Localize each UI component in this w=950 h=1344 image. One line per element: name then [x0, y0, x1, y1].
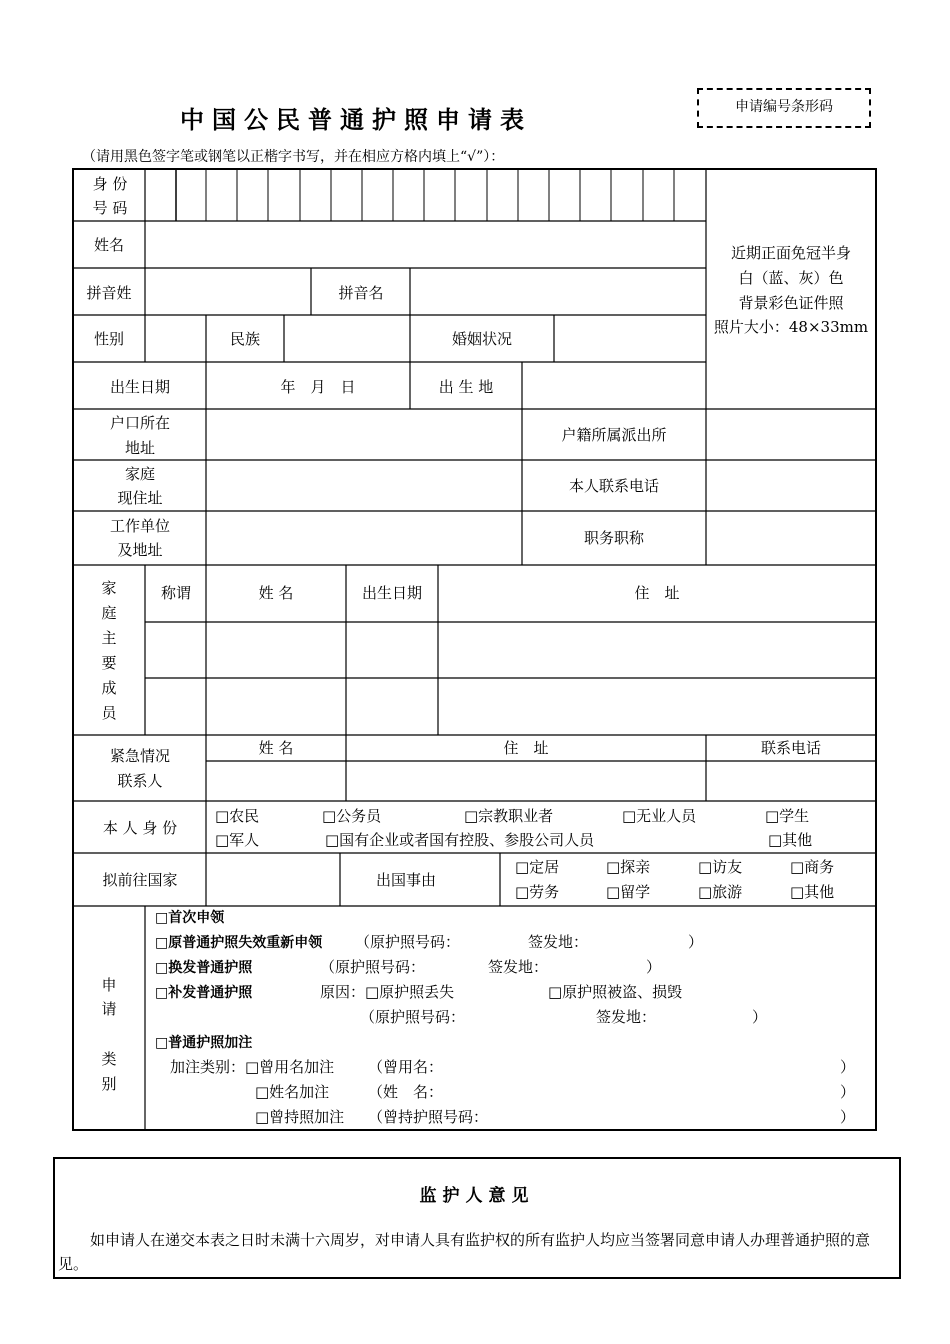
id-number-label-2: 号 码 [92, 199, 128, 217]
reason-option-family[interactable]: □探亲 [606, 858, 651, 876]
reissue-reason-lost[interactable]: 原因：□原护照丢失 [320, 983, 455, 1001]
apply-reissue[interactable]: □补发普通护照 [155, 985, 253, 1001]
reissue-passport-number: （原护照号码： [360, 1008, 466, 1026]
job-title-label: 职务职称 [583, 529, 645, 547]
destination-country-label: 拟前往国家 [102, 871, 178, 889]
apply-renew[interactable]: □换发普通护照 [155, 960, 253, 976]
endorse-prev-option[interactable]: □曾持照加注 [255, 1108, 345, 1126]
travel-reason-label: 出国事由 [375, 871, 437, 889]
form-title: 中国公民普通护照申请表 [180, 106, 532, 134]
endorse-close-3: ） [840, 1108, 856, 1126]
identity-label: 本 人 身 份 [102, 819, 178, 837]
marital-status-label: 婚姻状况 [451, 330, 513, 348]
photo-instruction-1: 近期正面免冠半身 [730, 244, 852, 262]
apply-reapply[interactable]: □原普通护照失效重新申领 [155, 935, 323, 951]
identity-option-religious[interactable]: □宗教职业者 [464, 807, 554, 825]
pinyin-given-label: 拼音名 [338, 284, 384, 302]
apply-first-time[interactable]: □首次申领 [155, 910, 225, 926]
guardian-text: 如申请人在递交本表之日时未满十六周岁，对申请人具有监护权的所有监护人均应当签署同意申请人办理普通护照的意见。 [58, 1231, 871, 1273]
pinyin-surname-label: 拼音姓 [86, 284, 132, 302]
photo-instruction-4: 照片大小：48×33mm [713, 318, 869, 336]
police-station-label: 户籍所属派出所 [561, 426, 667, 444]
application-label-char: 类 [101, 1050, 117, 1068]
reapply-close: ） [688, 933, 704, 951]
identity-option-soe[interactable]: □国有企业或者国有控股、参股公司人员 [325, 831, 595, 849]
hukou-label: 户口所在 [109, 414, 171, 432]
renew-passport-number: （原护照号码： [320, 958, 426, 976]
emergency-header-phone: 联系电话 [760, 739, 822, 757]
reason-option-other[interactable]: □其他 [790, 883, 835, 901]
work-label: 工作单位 [109, 517, 171, 535]
reason-option-tourism[interactable]: □旅游 [698, 883, 743, 901]
renew-close: ） [646, 958, 662, 976]
family-header-name: 姓 名 [258, 584, 294, 602]
reason-option-settle[interactable]: □定居 [515, 858, 560, 876]
endorse-former-name-field: （曾用名： [368, 1058, 444, 1076]
apply-endorse[interactable]: □普通护照加注 [155, 1035, 253, 1051]
renew-issue-place: 签发地： [488, 958, 549, 976]
ethnicity-label: 民族 [229, 330, 261, 348]
emergency-header-address: 住 址 [503, 739, 549, 757]
barcode-box: 申请编号条形码 [697, 88, 871, 128]
hukou-label-2: 地址 [124, 439, 156, 457]
birth-place-label: 出 生 地 [438, 378, 494, 396]
emergency-header-name: 姓 名 [258, 739, 294, 757]
endorse-close-1: ） [840, 1058, 856, 1076]
phone-label: 本人联系电话 [568, 477, 660, 495]
identity-option-military[interactable]: □军人 [215, 831, 260, 849]
gender-label: 性别 [93, 330, 125, 348]
endorse-name-option[interactable]: □姓名加注 [255, 1083, 330, 1101]
family-label-char: 要 [101, 654, 117, 672]
id-number-label: 身 份 [92, 175, 128, 193]
family-header-relation: 称谓 [160, 584, 192, 602]
reissue-issue-place: 签发地： [596, 1008, 657, 1026]
application-label-char: 申 [101, 976, 117, 994]
family-label-char: 成 [101, 679, 117, 697]
reissue-reason-stolen[interactable]: □原护照被盗、损毁 [548, 983, 683, 1001]
family-label-char: 主 [101, 629, 117, 647]
photo-instruction-2: 白（蓝、灰）色 [738, 269, 844, 287]
endorse-former-name-option[interactable]: 加注类别：□曾用名加注 [170, 1058, 335, 1076]
identity-option-farmer[interactable]: □农民 [215, 807, 260, 825]
application-label-char: 别 [101, 1075, 117, 1093]
family-label-char: 员 [101, 704, 117, 722]
home-address-label: 家庭 [124, 465, 156, 483]
identity-option-unemployed[interactable]: □无业人员 [622, 807, 697, 825]
family-header-address: 住 址 [634, 584, 680, 602]
reason-option-business[interactable]: □商务 [790, 858, 835, 876]
family-header-birth: 出生日期 [361, 584, 423, 602]
identity-option-other[interactable]: □其他 [768, 831, 813, 849]
identity-option-civil-servant[interactable]: □公务员 [322, 807, 382, 825]
photo-instruction-3: 背景彩色证件照 [738, 294, 844, 312]
family-label-char: 家 [101, 579, 117, 597]
reissue-close: ） [752, 1008, 768, 1026]
endorse-name-field: （姓 名： [368, 1083, 444, 1101]
reason-option-labor[interactable]: □劳务 [515, 883, 560, 901]
emergency-label-2: 联系人 [117, 772, 163, 790]
instruction-note: （请用黑色签字笔或钢笔以正楷字书写，并在相应方格内填上“√”）： [82, 149, 505, 165]
home-address-label-2: 现住址 [117, 489, 163, 507]
endorse-close-2: ） [840, 1083, 856, 1101]
endorse-prev-field: （曾持护照号码： [368, 1108, 489, 1126]
reason-option-visit[interactable]: □访友 [698, 858, 743, 876]
name-label: 姓名 [93, 236, 125, 254]
family-label-char: 庭 [101, 604, 117, 622]
birth-date-format: 年 月 日 [280, 378, 356, 396]
reapply-issue-place: 签发地： [528, 933, 589, 951]
guardian-title: 监护人意见 [419, 1186, 535, 1206]
reason-option-study[interactable]: □留学 [606, 883, 651, 901]
work-label-2: 及地址 [117, 541, 163, 559]
application-label-char: 请 [101, 1000, 117, 1018]
birth-date-label: 出生日期 [109, 378, 171, 396]
identity-option-student[interactable]: □学生 [765, 807, 810, 825]
emergency-label: 紧急情况 [109, 747, 171, 765]
reapply-passport-number: （原护照号码： [355, 933, 461, 951]
